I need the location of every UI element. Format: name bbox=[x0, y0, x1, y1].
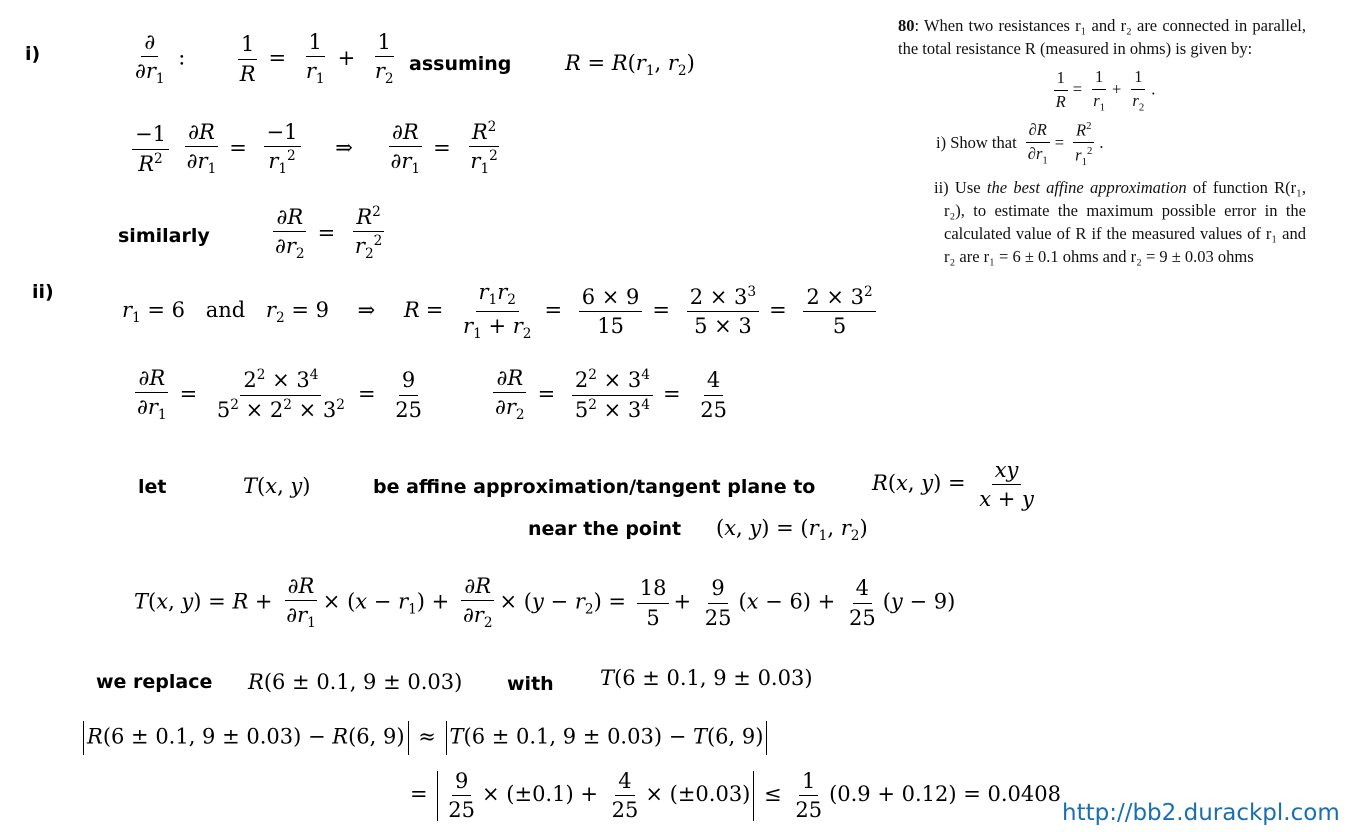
eq-i-1: $\frac{\partial}{\partial r_1}$ : $\frac{1}{R}$ = $\frac{1}{r_1}$ + $\frac{1}{r_2}$ bbox=[135, 30, 394, 88]
eq-error-1: R(6 ± 0.1, 9 ± 0.03) − R(6, 9) ≈ T(6 ± 0.1, 9 ± 0.03) − T(6, 9) bbox=[80, 721, 770, 755]
eq-T-def: T(x, y) bbox=[243, 474, 311, 498]
part-i-label: i) bbox=[25, 43, 41, 65]
assuming-label: assuming bbox=[409, 53, 512, 75]
eq-ii-3: $\frac{\partial R}{\partial r_2}$ = $\frac{2^2 \times 3^4}{5^2 \times 3^4}$ = $\frac{4}{25}$ bbox=[495, 366, 727, 424]
eq-error-2: = $\frac{9}{25}$ × (±0.1) + $\frac{4}{25}$ × (±0.03) ≤ $\frac{1}{25}$ (0.9 + 0.12) = 0.0408 bbox=[410, 769, 1061, 823]
problem-intro: 80: When two resistances r₁ and r₂ are connected in parallel, the total resistance R (measured in ohms) is given by: bbox=[898, 16, 1306, 58]
eq-ii-2: $\frac{\partial R}{\partial r_1}$ = $\frac{2^2 \times 3^4}{5^2 \times 2^2 \times 3^2}$ = $\frac{9}{25}$ bbox=[137, 366, 422, 424]
eq-tangent-plane: T(x, y) = R + $\frac{\partial R}{\partial r_1}$ × $(x - r_1)$ + $\frac{\partial R}{\partial r_2}$ × $(y - r_2)$ = $\frac{18}{5}$ + $\frac{9}{25}$ (x − 6) + $\frac{4}{25}$ (y − 9) bbox=[134, 574, 956, 632]
eq-R-xy: R(x, y) = $\frac{xy}{x + y}$ bbox=[872, 458, 1034, 512]
near-point-label: near the point bbox=[528, 518, 682, 540]
eq-ii-1: $r_1 = 6$ and $r_2 = 9$ ⇒ R = $\frac{r_1r_2}{r_1 + r_2}$ = $\frac{6 \times 9}{15}$ = $\frac{2 \times 3^3}{5 \times 3}$ = $\frac{2 \times 3^2}{5}$ bbox=[122, 280, 880, 343]
we-replace-label: we replace bbox=[96, 671, 213, 693]
let-label: let bbox=[138, 476, 167, 498]
eq-i-2: $\frac{-1}{R^2}$ $\frac{\partial R}{\partial r_1}$ = $\frac{-1}{r_1^2}$ ⇒ $\frac{\partial R}{\partial r_1}$ = $\frac{R^2}{r_1^2}$ bbox=[128, 120, 505, 178]
eq-T-measured: T(6 ± 0.1, 9 ± 0.03) bbox=[600, 666, 813, 690]
problem-statement bbox=[898, 14, 1306, 268]
problem-formula: $\frac{1}{R}$ = $\frac{1}{r_1}$ + $\frac{1}{r_2}$ . bbox=[898, 68, 1306, 114]
problem-part-ii: ii) Use the best affine approximation of function R(r₁, r₂), to estimate the maximum possible error in the calculated value of R if the measured values of r₁ and r₂ are r₁ = 6 ± 0.1 ohms and r₂ = 9 ± 0.03 ohms bbox=[934, 178, 1307, 267]
affine-label: be affine approximation/tangent plane to bbox=[373, 476, 816, 498]
eq-point: (x, $y) = (r_1$, $r_2$) bbox=[716, 516, 868, 545]
eq-R-measured: R(6 ± 0.1, 9 ± 0.03) bbox=[248, 670, 463, 694]
eq-assumption: $R = R(r_1$, $r_2$) bbox=[565, 51, 695, 80]
problem-part-i: i) Show that $\frac{\partial R}{\partial r_1}$ = $\frac{R^2}{r_1^2}$ . bbox=[936, 119, 1104, 168]
with-label: with bbox=[507, 673, 554, 695]
eq-i-3: $\frac{\partial R}{\partial r_2}$ = $\frac{R^2}{r_2^2}$ bbox=[275, 204, 383, 263]
similarly-label: similarly bbox=[118, 225, 210, 247]
watermark-url: http://bb2.durackpl.com bbox=[1062, 800, 1340, 826]
part-ii-label: ii) bbox=[32, 281, 54, 303]
